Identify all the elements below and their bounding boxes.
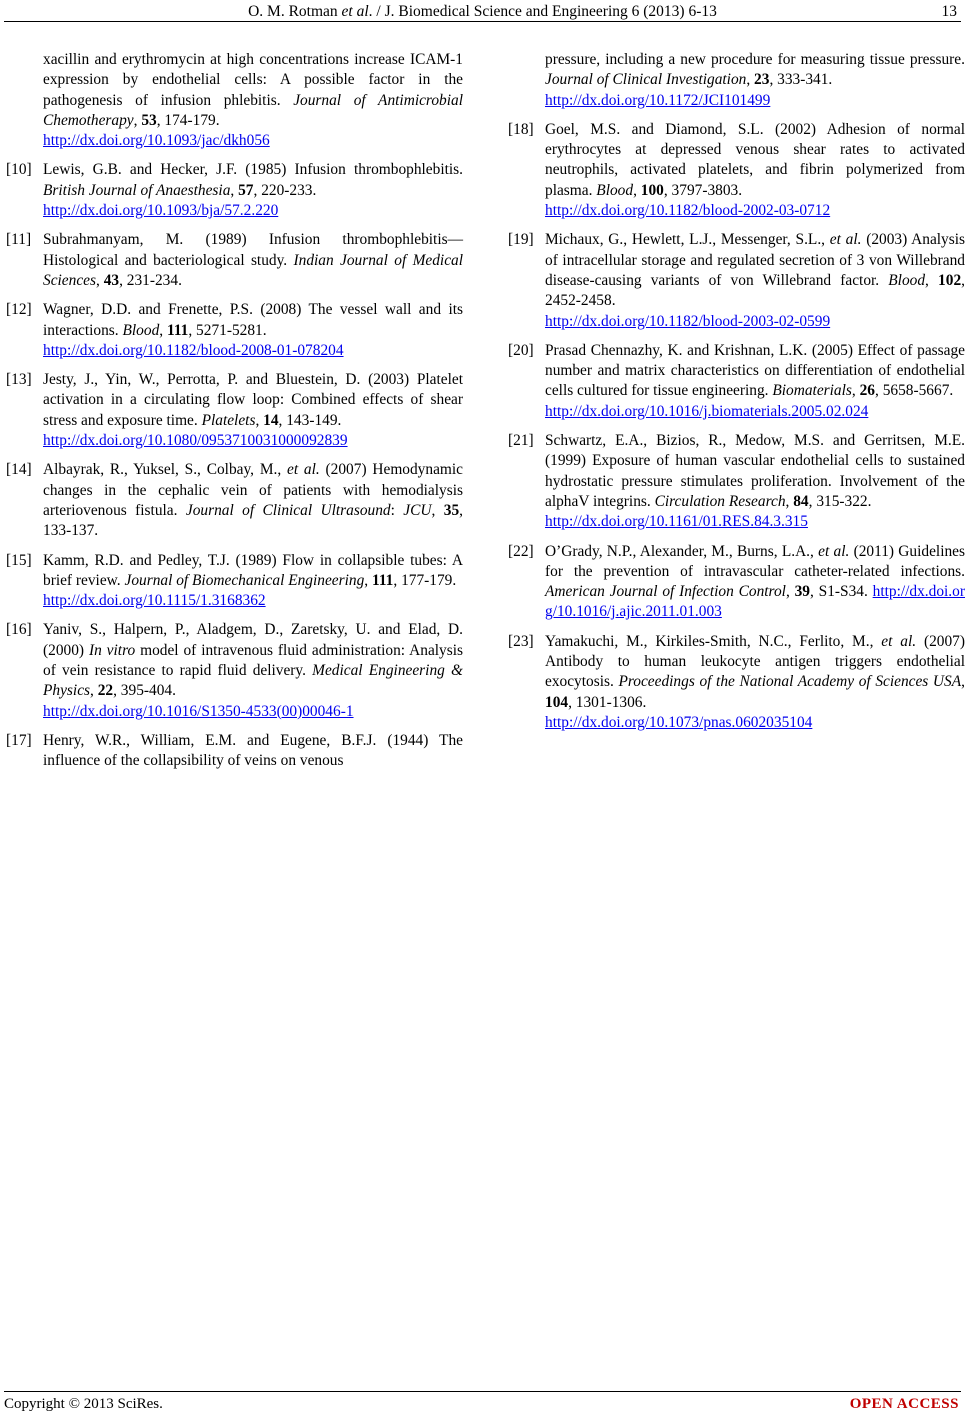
left-column (6, 50, 463, 781)
reference-number: [15] (6, 551, 32, 569)
doi-link[interactable]: http://dx.doi.org/10.1016/j.biomaterials.2005.02.024 (545, 402, 869, 420)
open-access-label: OPEN ACCESS (849, 1396, 959, 1412)
doi-link[interactable]: http://dx.doi.org/10.1182/blood-2003-02-0599 (545, 312, 831, 330)
reference-15: [15] Kamm, R.D. and Pedley, T.J. (1989) Flow in collapsible tubes: A brief review. Journal of Biomechanical Engineering, 111, 177-179. http://dx.doi.org/10.1115/1.3168362 (6, 551, 463, 612)
reference-9-continued: xacillin and erythromycin at high concentrations increase ICAM-1 expression by endothelial cells: A possible factor in the pathogenesis of infusion phlebitis. Journal of Antimicrobial Chemotherapy, 53, 174-179. http://dx.doi.org/10.1093/jac/dkh056 (6, 50, 463, 151)
reference-17-continued: pressure, including a new procedure for measuring tissue pressure. Journal of Clinical Investigation, 23, 333-341. http://dx.doi.org/10.1172/JCI101499 (508, 50, 965, 111)
running-title: O. M. Rotman et al. / J. Biomedical Science and Engineering 6 (2013) 6-13 (248, 3, 717, 20)
reference-12: [12] Wagner, D.D. and Frenette, P.S. (2008) The vessel wall and its interactions. Blood, 111, 5271-5281. http://dx.doi.org/10.1182/blood-2008-01-078204 (6, 300, 463, 361)
doi-link[interactable]: http://dx.doi.org/10.1182/blood-2008-01-078204 (43, 341, 344, 359)
reference-20: [20] Prasad Chennazhy, K. and Krishnan, L.K. (2005) Effect of passage number and matrix characteristics on differentiation of endothelial cells cultured for tissue engineering. Biomaterials, 26, 5658-5667. http://dx.doi.org/10.1016/j.biomaterials.2005.02.024 (508, 341, 965, 422)
reference-number: [11] (6, 231, 32, 249)
reference-number: [18] (508, 120, 534, 138)
doi-link[interactable]: http://dx.doi.org/10.1115/1.3168362 (43, 592, 266, 610)
reference-number: [13] (6, 371, 32, 389)
reference-23: [23] Yamakuchi, M., Kirkiles-Smith, N.C., Ferlito, M., et al. (2007) Antibody to human leukocyte antigen triggers endothelial exocytosis. Proceedings of the National Academy of Sciences USA, 104, 1301-1306. http://dx.doi.org/10.1073/pnas.0602035104 (508, 632, 965, 733)
page-number: 13 (941, 3, 957, 20)
reference-17: [17] Henry, W.R., William, E.M. and Eugene, B.F.J. (1944) The influence of the collapsibility of veins on venous (6, 731, 463, 770)
reference-16: [16] Yaniv, S., Halpern, P., Aladgem, D., Zaretsky, U. and Elad, D. (2000) In vitro model of intravenous fluid administration: Analysis of vein resistance to rapid fluid delivery. Medical Engineering & Physics, 22, 395-404. http://dx.doi.org/10.1016/S1350-4533(00)00046-1 (6, 620, 463, 721)
doi-link[interactable]: http://dx.doi.org/10.1080/0953710031000092839 (43, 432, 348, 450)
reference-number: [22] (508, 542, 534, 560)
reference-19: [19] Michaux, G., Hewlett, L.J., Messenger, S.L., et al. (2003) Analysis of intracellular storage and regulated secretion of 3 von Willebrand disease-causing variants of von Willebrand factor. Blood, 102, 2452-2458. http://dx.doi.org/10.1182/blood-2003-02-0599 (508, 230, 965, 331)
reference-21: [21] Schwartz, E.A., Bizios, R., Medow, M.S. and Gerritsen, M.E. (1999) Exposure of human vascular endothelial cells to sustained hydrostatic pressure stimulates proliferation. Involvement of the alphaV integrins. Circulation Research, 84, 315-322. http://dx.doi.org/10.1161/01.RES.84.3.315 (508, 431, 965, 532)
reference-number: [20] (508, 341, 534, 359)
doi-link[interactable]: http://dx.doi.org/10.1172/JCI101499 (545, 91, 771, 109)
doi-link[interactable]: http://dx.doi.org/10.1016/S1350-4533(00)00046-1 (43, 702, 354, 720)
doi-link[interactable]: http://dx.doi.org/10.1093/jac/dkh056 (43, 132, 270, 150)
right-column (508, 50, 965, 742)
doi-link[interactable]: http://dx.doi.org/10.1016/j.ajic.2011.01.003 (545, 583, 965, 621)
doi-link[interactable]: http://dx.doi.org/10.1093/bja/57.2.220 (43, 202, 279, 220)
header-rule (4, 21, 961, 22)
reference-number: [16] (6, 621, 32, 639)
reference-14: [14] Albayrak, R., Yuksel, S., Colbay, M., et al. (2007) Hemodynamic changes in the cephalic vein of patients with hemodialysis arteriovenous fistula. Journal of Clinical Ultrasound: JCU, 35, 133-137. (6, 461, 464, 540)
running-header (0, 0, 965, 24)
reference-number: [10] (6, 161, 32, 179)
reference-number: [17] (6, 731, 32, 749)
reference-18: [18] Goel, M.S. and Diamond, S.L. (2002) Adhesion of normal erythrocytes at depressed venous shear rates to activated neutrophils, activated platelets, and fibrin polymerized from plasma. Blood, 100, 3797-3803. http://dx.doi.org/10.1182/blood-2002-03-0712 (508, 120, 965, 221)
reference-number: [23] (508, 632, 534, 650)
doi-link[interactable]: http://dx.doi.org/10.1182/blood-2002-03-0712 (545, 202, 831, 220)
reference-number: [21] (508, 432, 534, 450)
footer-rule (4, 1391, 961, 1392)
reference-11: [11] Subrahmanyam, M. (1989) Infusion thrombophlebitis—Histological and bacteriological study. Indian Journal of Medical Sciences, 43, 231-234. (6, 231, 463, 289)
reference-10: [10] Lewis, G.B. and Hecker, J.F. (1985) Infusion thrombophlebitis. British Journal of Anaesthesia, 57, 220-233. http://dx.doi.org/10.1093/bja/57.2.220 (6, 160, 463, 221)
doi-link[interactable]: http://dx.doi.org/10.1073/pnas.0602035104 (545, 713, 813, 731)
reference-13: [13] Jesty, J., Yin, W., Perrotta, P. and Bluestein, D. (2003) Platelet activation in a circulating flow loop: Combined effects of shear stress and exposure time. Platelets, 14, 143-149. http://dx.doi.org/10.1080/0953710031000092839 (6, 370, 463, 451)
reference-number: [14] (6, 461, 32, 479)
doi-link[interactable]: http://dx.doi.org/10.1161/01.RES.84.3.315 (545, 513, 808, 531)
reference-22: [22] O’Grady, N.P., Alexander, M., Burns, L.A., et al. (2011) Guidelines for the prevention of intravascular catheter-related infections. American Journal of Infection Control, 39, S1-S34. http://dx.doi.org/10.1016/j.ajic.2011.01.003 (508, 542, 965, 621)
reference-number: [12] (6, 301, 32, 319)
copyright-notice: Copyright © 2013 SciRes. (4, 1396, 163, 1412)
reference-number: [19] (508, 231, 534, 249)
page-footer (0, 1393, 965, 1413)
